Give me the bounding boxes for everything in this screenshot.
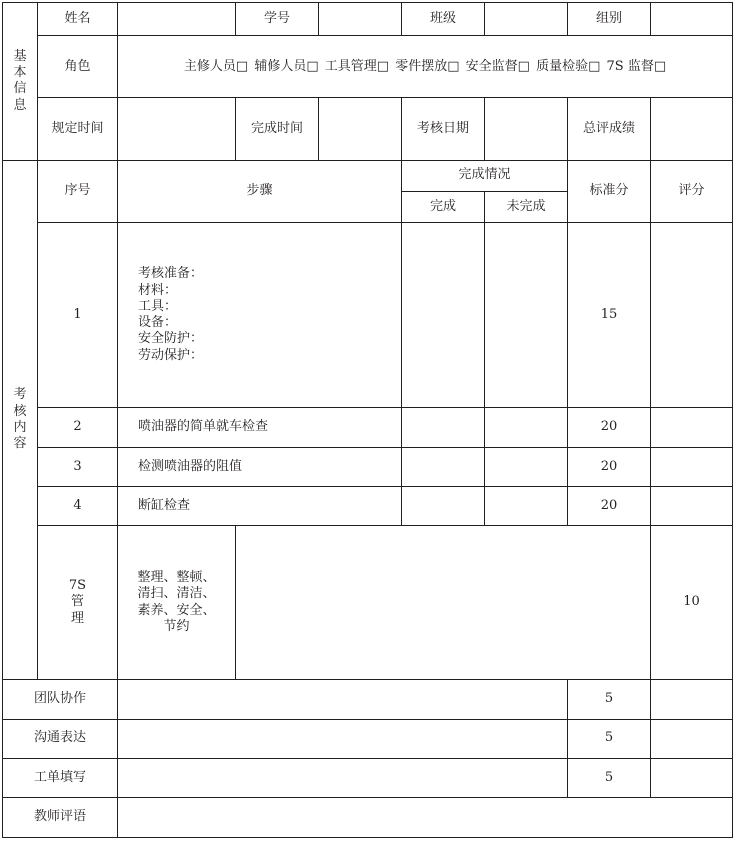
student-id-field[interactable] [319,3,402,36]
header-score: 评分 [651,160,733,222]
row-3-step: 检测喷油器的阻值 [118,447,402,486]
header-done: 完成 [402,191,485,222]
worksheet-standard: 5 [568,758,651,797]
management-items: 整理、整顿、 清扫、清洁、 素养、安全、 节约 [118,525,236,680]
exam-date-field[interactable] [485,98,568,160]
management-standard: 10 [651,525,733,680]
name-field[interactable] [118,3,236,36]
row-1-steps [118,222,402,408]
assessment-sheet [2,2,733,838]
prep-line-5: 安全防护： [138,331,204,347]
row-4-no: 4 [38,486,118,525]
class-label: 班级 [402,3,485,36]
role-option-parts[interactable]: 零件摆放□ [395,58,460,74]
group-label: 组别 [568,3,651,36]
management-section-label: 7S 管 理 [38,525,118,680]
total-score-label: 总评成绩 [568,98,651,160]
communication-standard: 5 [568,719,651,758]
assessment-row-1 [3,222,733,408]
teamwork-field[interactable] [118,680,568,719]
class-field[interactable] [485,3,568,36]
role-options [118,36,733,98]
exam-date-label: 考核日期 [402,98,485,160]
row-2-no: 2 [38,408,118,447]
row-1-done[interactable] [402,222,485,408]
prep-line-2: 材料： [138,282,178,298]
row-4-standard: 20 [568,486,651,525]
finish-time-field[interactable] [319,98,402,160]
assessment-row-3 [3,447,733,486]
header-completion: 完成情况 [402,160,568,191]
role-option-tools[interactable]: 工具管理□ [324,58,390,74]
assessment-section-label: 考 核 内 容 [3,160,38,680]
teamwork-label: 团队协作 [3,680,118,719]
teacher-comment-label: 教师评语 [3,797,118,837]
planned-time-label: 规定时间 [38,98,118,160]
row-2-standard: 20 [568,408,651,447]
role-option-main[interactable]: 主修人员□ [183,58,249,74]
row-1-score[interactable] [651,222,733,408]
worksheet-field[interactable] [118,758,568,797]
worksheet-label: 工单填写 [3,758,118,797]
finish-time-label: 完成时间 [236,98,319,160]
row-3-done[interactable] [402,447,485,486]
assessment-row-2 [3,408,733,447]
basic-row-3 [3,98,733,160]
role-option-assistant[interactable]: 辅修人员□ [254,58,319,74]
teamwork-score[interactable] [651,680,733,719]
management-content-field[interactable] [236,525,651,680]
row-2-not-done[interactable] [485,408,568,447]
communication-row [3,719,733,758]
teamwork-standard: 5 [568,680,651,719]
communication-field[interactable] [118,719,568,758]
name-label: 姓名 [38,3,118,36]
management-row [3,525,733,680]
group-field[interactable] [651,3,733,36]
worksheet-row [3,758,733,797]
teacher-comment-row [3,797,733,837]
row-3-standard: 20 [568,447,651,486]
row-4-step: 断缸检查 [118,486,402,525]
role-option-safety[interactable]: 安全监督□ [465,58,530,74]
header-not-done: 未完成 [485,191,568,222]
row-1-standard: 15 [568,222,651,408]
prep-line-1: 考核准备： [138,266,204,282]
basic-info-section-label: 基 本 信 息 [3,3,38,161]
planned-time-field[interactable] [118,98,236,160]
row-4-not-done[interactable] [485,486,568,525]
header-no: 序号 [38,160,118,222]
row-3-score[interactable] [651,447,733,486]
row-1-not-done[interactable] [485,222,568,408]
basic-row-1 [3,3,733,36]
total-score-field[interactable] [651,98,733,160]
prep-line-3: 工具： [138,298,178,314]
role-option-7s[interactable]: 7S 监督□ [606,58,667,74]
communication-score[interactable] [651,719,733,758]
header-standard: 标准分 [568,160,651,222]
header-steps: 步骤 [118,160,402,222]
student-id-label: 学号 [236,3,319,36]
row-3-not-done[interactable] [485,447,568,486]
assessment-row-4 [3,486,733,525]
row-4-done[interactable] [402,486,485,525]
basic-row-2 [3,36,733,98]
teacher-comment-field[interactable] [118,797,733,837]
row-3-no: 3 [38,447,118,486]
teamwork-row [3,680,733,719]
row-2-score[interactable] [651,408,733,447]
worksheet-score[interactable] [651,758,733,797]
row-2-done[interactable] [402,408,485,447]
role-label: 角色 [38,36,118,98]
row-1-no: 1 [38,222,118,408]
prep-line-6: 劳动保护： [138,347,204,363]
prep-line-4: 设备： [138,315,178,331]
row-2-step: 喷油器的简单就车检查 [118,408,402,447]
communication-label: 沟通表达 [3,719,118,758]
role-option-quality[interactable]: 质量检验□ [536,58,601,74]
assessment-header-row-1 [3,160,733,191]
row-4-score[interactable] [651,486,733,525]
